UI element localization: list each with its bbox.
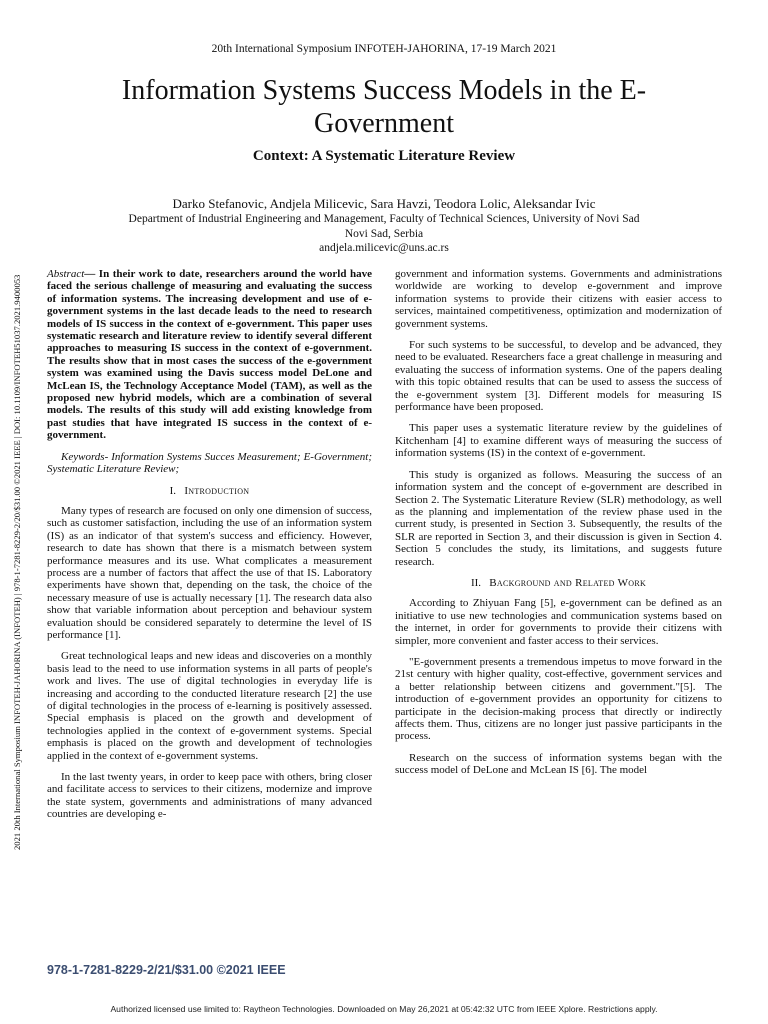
section-title: Background and Related Work bbox=[489, 576, 647, 589]
license-footer: Authorized licensed use limited to: Raytheon Technologies. Downloaded on May 26,2021 at 05:42:32 UTC from IEEE Xplore. Restrictions apply. bbox=[110, 1004, 658, 1014]
keywords: Keywords- Information Systems Succes Measurement; E-Government; Systematic Literature Review; bbox=[47, 450, 372, 476]
paper-title: Information Systems Success Models in the E-Government bbox=[121, 75, 647, 139]
section-heading-introduction bbox=[47, 485, 372, 497]
doi-sidebar bbox=[0, 185, 24, 850]
doi-sidebar-text: 2021 20th International Symposium INFOTEH-JAHORINA (INFOTEH) | 978-1-7281-8229-2/20/$31.00 ©2021 IEEE | DOI: 10.1109/INFOTEH51037.2021.9400053 bbox=[12, 274, 22, 850]
section-number: II. bbox=[470, 576, 482, 589]
left-column bbox=[47, 268, 372, 830]
paragraph: Many types of research are focused on only one dimension of success, such as customer satisfaction, including the use of an information system (IS) as an indicator of that system's success and efficiency. However, research to date has shown that there is a mismatch between system performance measures and its use. What complicates a measurement process are a number of factors that affect the use of that IS. Laboratory experiments have shown that, depending on the task, the choice of the necessary measure of use is actually necessary [1]. The research data also show that variable information about perception and behaviour system evaluation should be considered separately to determine the level of IS performance [1]. bbox=[47, 504, 372, 641]
affiliation-block bbox=[80, 212, 688, 256]
section-number: I. bbox=[169, 484, 177, 497]
conference-header: 20th International Symposium INFOTEH-JAHORINA, 17-19 March 2021 bbox=[211, 43, 557, 55]
right-column bbox=[395, 268, 722, 786]
abstract-label: Abstract bbox=[47, 268, 85, 280]
paragraph: government and information systems. Governments and administrations worldwide are working to develop e-government and improve information systems to provide their citizens with easier access to services, maintained competitiveness, optimization and modernization of government systems. bbox=[395, 268, 722, 330]
paragraph: Great technological leaps and new ideas and discoveries on a monthly basis lead to the need to use information systems in all parts of people's work and lives. The use of digital technologies in everyday life is increasing and according to the conducted literature research [2] the use of digital technologies in the process of e-learning is positively assessed. Special emphasis is placed on the growth and development of technologies applied in the context of e-government systems. Special emphasis is placed on the growth and development of technologies applied in the context of e-government systems. bbox=[47, 650, 372, 762]
paragraph: This paper uses a systematic literature review by the guidelines of Kitchenham [4] to examine different ways of measuring the success of information systems (IS) in the context of e-government. bbox=[395, 422, 722, 460]
paragraph: For such systems to be successful, to develop and be advanced, they need to be evaluated. Researchers face a great challenge in measuring and evaluating the success of information systems. One of the papers dealing with this topic obtained results that can be used to assess the success of the e-government system [3]. Different models for measuring IS performance have been proposed. bbox=[395, 339, 722, 414]
abstract bbox=[47, 268, 372, 442]
author-list: Darko Stefanovic, Andjela Milicevic, Sara Havzi, Teodora Lolic, Aleksandar Ivic bbox=[172, 196, 596, 211]
author-email: andjela.milicevic@uns.ac.rs bbox=[319, 242, 449, 254]
paragraph: According to Zhiyuan Fang [5], e-government can be defined as an initiative to use new technologies and communication systems based on the internet, in order for governments to provide their citizens with simpler, more convenient and faster access to their services. bbox=[395, 597, 722, 647]
section-heading-background bbox=[395, 577, 722, 589]
paragraph: In the last twenty years, in order to keep pace with others, bring closer and facilitate access to services to their citizens, modernize and improve the state system, governments and administrations of many advanced countries are developing e- bbox=[47, 771, 372, 821]
affiliation-city: Novi Sad, Serbia bbox=[344, 227, 424, 240]
paper-subtitle: Context: A Systematic Literature Review bbox=[252, 148, 516, 164]
paragraph: Research on the success of information systems began with the success model of DeLone and McLean IS [6]. The model bbox=[395, 751, 722, 777]
isbn-line: 978-1-7281-8229-2/21/$31.00 ©2021 IEEE bbox=[47, 963, 286, 977]
affiliation: Department of Industrial Engineering and Management, Faculty of Technical Sciences, University of Novi Sad bbox=[128, 213, 640, 225]
section-title: Introduction bbox=[184, 484, 250, 497]
paragraph: "E-government presents a tremendous impetus to move forward in the 21st century with higher quality, cost-effective, government services and a better relationship between citizens and government."[5]. The introduction of e-government provides an opportunity for citizens to participate in the decision-making process that directly or indirectly affects them. Thus, citizens are no longer just passive participants in the process. bbox=[395, 655, 722, 743]
abstract-text: — In their work to date, researchers around the world have faced the serious challenge of measuring and evaluating the success of information systems. The increasing development and use of e-government systems in the last decade leads to the need to research models of IS success in the context of e-government. This paper uses systematic research and literature review to identify several different approaches to measuring IS success in the context of e-government. The results show that in most cases the success of the e-government system was examined using the Davis success model DeLone and McLean IS, the Technology Acceptance Model (TAM), as well as the proposed new hybrid models, which are a combination of several models. The results of this study will add existing knowledge from past studies that have integrated IS success in the context of e-government. bbox=[47, 268, 372, 442]
paragraph: This study is organized as follows. Measuring the success of an information system and the concept of e-government are described in Section 2. The Systematic Literature Review (SLR) methodology, as well as the planning and implementation of the review phase used in the current study, is presented in Section 3. Subsequently, the results of the SLR are reported in Section 3, and their discussion is given in Section 4. Section 5 concludes the study, its limitations, and suggests future research. bbox=[395, 468, 722, 568]
